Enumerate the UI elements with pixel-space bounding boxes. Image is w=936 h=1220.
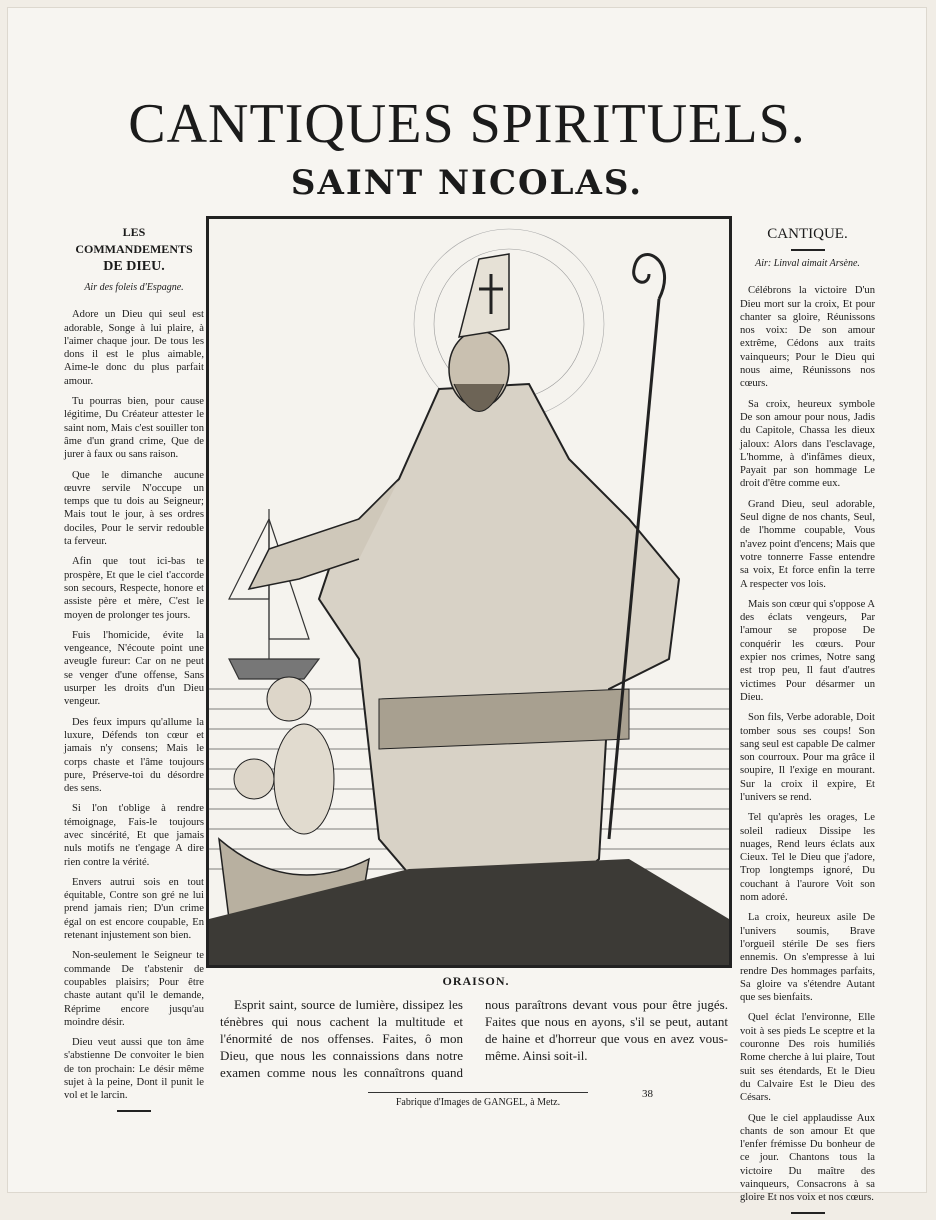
broadsheet-page xyxy=(8,8,926,1204)
stanza: La croix, heureux asile De l'univers soumis, Brave l'orgueil stérile De ses fiers ennemis. On s'empresse à lui rendre Des hommages parfaits, Sa gloire va s'étendre Autant que ses bienfaits. xyxy=(740,912,875,1004)
stanza: Afin que tout ici-bas te prospère, Et que le ciel t'accorde son secours, Respecte, honore et assiste père et mère, C'est le moyen de prolonger tes jours. xyxy=(64,556,204,621)
stanza: Adore un Dieu qui seul est adorable, Songe à lui plaire, à l'aimer chaque jour. De tous les dons il est le plus aimable, Aime-le donc du plus parfait amour. xyxy=(64,309,204,387)
stanza: Tel qu'après les orages, Le soleil radieux Dissipe les nuages, Rend leurs éclats aux Cieux. Tel le Dieu que j'adore, Trop longtemps ignoré, Du couchant à l'aurore Voit son nom adoré. xyxy=(740,812,875,904)
stanza: Quel éclat l'environne, Elle voit à ses pieds Le sceptre et la couronne Des rois humiliés Rome cherche à lui plaire, Tout suit ses étendards, Et le Dieu du Calvaire Est le Dieu des Césars. xyxy=(740,1012,875,1104)
ship-icon xyxy=(229,509,319,679)
cantique-air: Air: Linval aimait Arsène. xyxy=(755,258,860,269)
stanza: Mais son cœur qui s'oppose A des éclats vengeurs, Par l'amour se propose De conquérir les cœurs. Pour expier nos crimes, Notre sang est trop peu, Il faut d'autres victimes Pour désarmer un Dieu. xyxy=(740,598,875,703)
engraving-illustration xyxy=(209,219,729,965)
divider xyxy=(791,249,825,251)
oraison-text: Esprit saint, source de lumière, dissipez les ténèbres qui nous cachent la multitude et l'énormité de nos offenses. Faites, ô mon Dieu, que nous les connaissions dans notre examen comme nous les connaîtrons quand nous paraîtrons devant vous pour être jugés. Faites que nous en ayons, s'il se peut, autant de haine et d'horreur que vous en avez vous-même. Ainsi soit-il. xyxy=(220,997,728,1080)
stanza: Non-seulement le Seigneur te commande De t'abstenir de coupables plaisirs; Pour être chaste autant qu'il le demande, Réprime encore jusqu'au moindre désir. xyxy=(64,950,204,1028)
page-title: CANTIQUES SPIRITUELS. xyxy=(128,93,806,155)
stanza: Dieu veut aussi que ton âme s'abstienne De convoiter le bien de ton prochain: Le désir même sujet à la peine, Dont il punit le vol et le larcin. xyxy=(64,1037,204,1102)
oraison-heading: ORAISON. xyxy=(442,974,510,988)
stanza: Si l'on t'oblige à rendre témoignage, Fais-le toujours avec sincérité, Et que jamais nuls motifs ne t'engage A dire rien contre la vérité. xyxy=(64,803,204,868)
commandments-heading-line2: DE DIEU. xyxy=(103,259,165,274)
mitre xyxy=(459,254,509,337)
stanza: Tu pourras bien, pour cause légitime, Du Créateur attester le saint nom, Mais c'est souiller ton âme d'un grand crime, Que de jurer à faux ou sans raison. xyxy=(64,396,204,461)
saint-nicolas-engraving xyxy=(206,216,732,968)
stanza: Des feux impurs qu'allume la luxure, Défends ton cœur et jamais n'y consens; Mais le corps chaste et l'âme toujours pure, Préserve-toi du désordre des sens. xyxy=(64,716,204,795)
stanza: Sa croix, heureux symbole De son amour pour nous, Jadis du Capitole, Chassa les dieux jaloux: Alors dans l'esclavage, L'homme, à d'infâmes dieux, Payait par son hommage Le droit d'être comme eux. xyxy=(740,398,875,490)
page-subtitle: SAINT NICOLAS. xyxy=(290,163,644,203)
stanza: Envers autrui sois en tout équitable, Contre son gré ne lui prend jamais rien; D'un crime égal on est encore coupable, En retenant injustement son bien. xyxy=(64,876,204,942)
cantique-column xyxy=(740,226,875,1220)
publisher-imprint: Fabrique d'Images de GANGEL, à Metz. xyxy=(368,1092,588,1108)
sheet-number: 38 xyxy=(642,1088,653,1100)
commandments-heading-line1: LES COMMANDEMENTS xyxy=(75,225,193,256)
children-in-tub xyxy=(219,677,369,919)
stanza: Que le ciel applaudisse Aux chants de son amour Et que l'enfer frémisse Du bonheur de ce jour. Chantons tous la victoire Du maître des vainqueurs, Consacrons à sa gloire Et nos voix et nos cœurs. xyxy=(740,1112,875,1204)
oraison-text-block xyxy=(220,996,728,1081)
saint-robe xyxy=(319,384,679,909)
stanza: Fuis l'homicide, évite la vengeance, N'écoute point une aveugle fureur: Car on ne peut se venger d'une offense, Sans usurper les droits d'un Dieu vengeur. xyxy=(64,629,204,708)
stanza: Célébrons la victoire D'un Dieu mort sur la croix, Et pour chanter sa gloire, Réunissons nos voix: De son amour extrême, Cédons aux traits vainqueurs; Pour le Dieu qui nous aime, Réunissons nos cœurs. xyxy=(740,285,875,390)
stanza: Son fils, Verbe adorable, Doit tomber sous ses coups! Son sang seul est capable De calmer son courroux. Pour ma grâce il soupire, Il l'exige en mourant. Sur la croix il expire, Et l'univers se rend. xyxy=(740,712,876,803)
stanza: Que le dimanche aucune œuvre servile N'occupe un temps que tu dois au Seigneur; Mais tout le jour, à ses ordres dociles, Pour le servir redouble ta ferveur. xyxy=(64,469,204,548)
divider xyxy=(117,1110,151,1112)
divider xyxy=(791,1212,825,1214)
cantique-heading: CANTIQUE. xyxy=(767,226,848,242)
lace-hem xyxy=(379,689,629,749)
commandments-air: Air des foleis d'Espagne. xyxy=(84,282,184,293)
stanza: Grand Dieu, seul adorable, Seul digne de nos chants, Seul, de l'homme coupable, Vous n'avez point d'encens; Mais que votre tonnerre Fasse entendre sa voix, Et force enfin la terre A respecter vos lois. xyxy=(740,498,875,590)
